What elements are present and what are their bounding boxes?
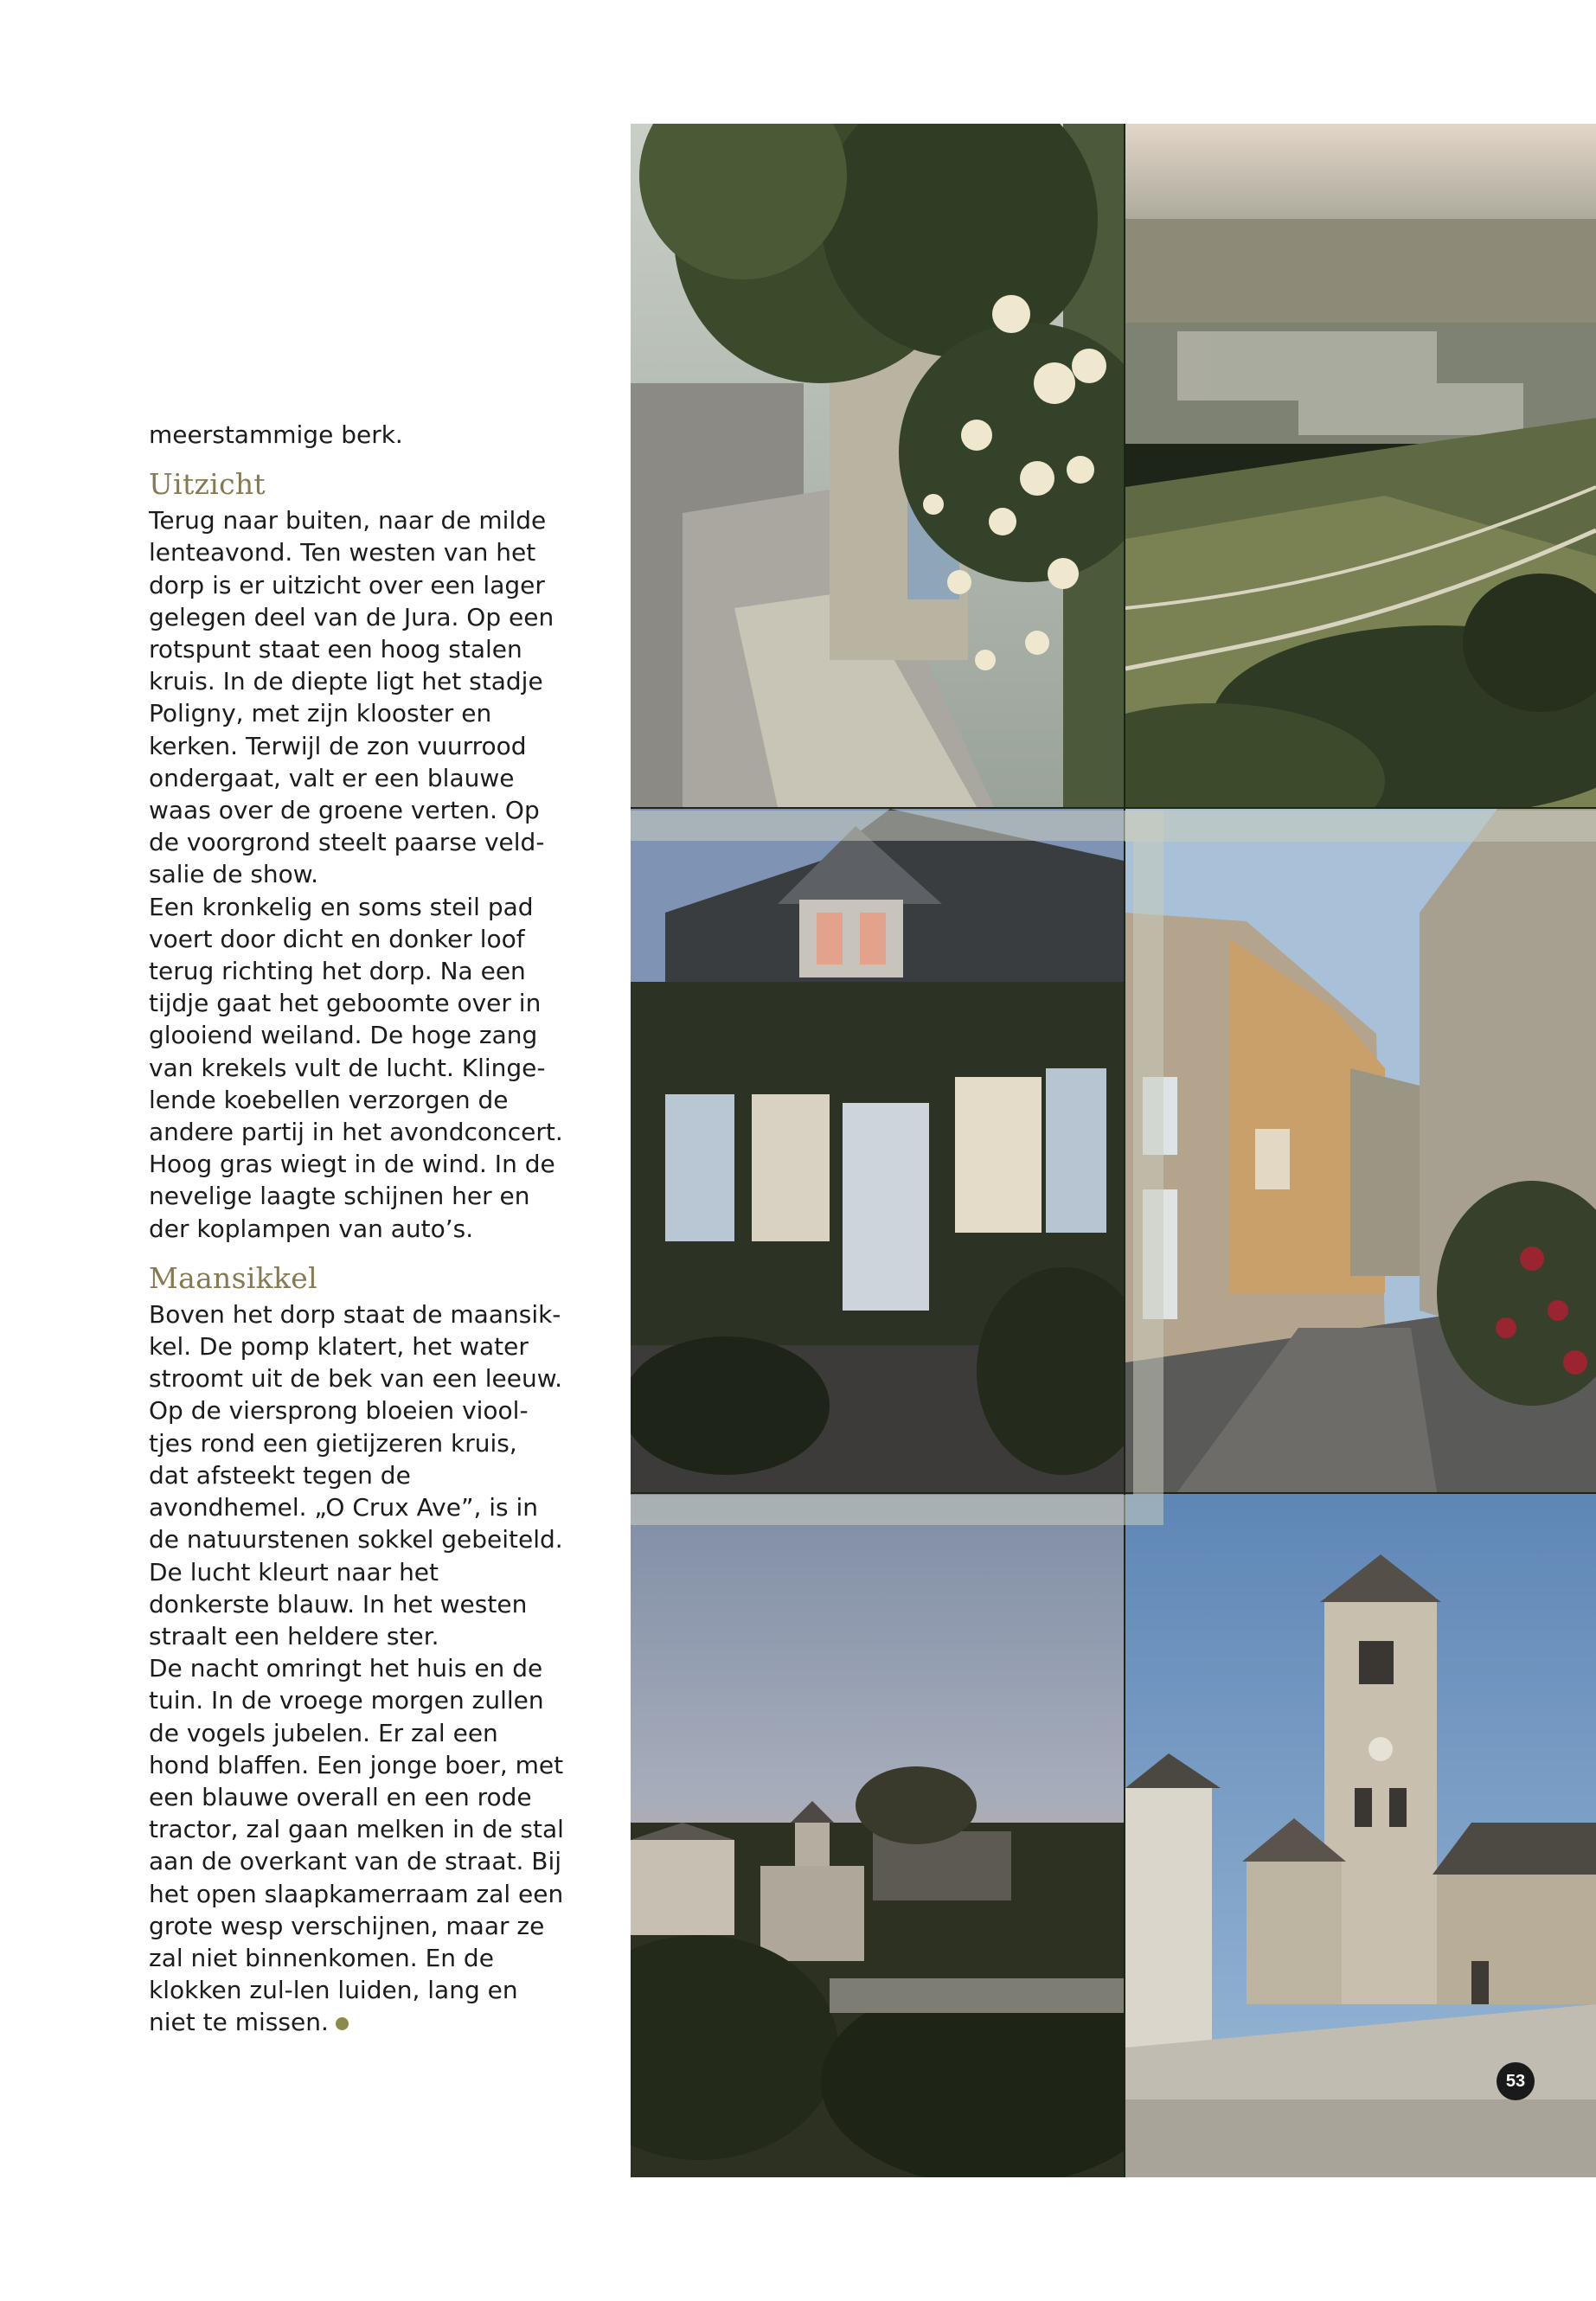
paragraph-maansikkel-2 [149,1652,564,2038]
photo-village-lane [1125,809,1596,1492]
section-heading-uitzicht: Uitzicht [149,467,266,502]
end-mark-icon [336,2017,349,2030]
section-heading-maansikkel: Maansikkel [149,1260,317,1295]
photo-grid [631,124,1596,2177]
photo-stone-house-ivy [631,809,1124,1492]
photo-aerial-valley-view [1125,124,1596,807]
overlay-frame-top [1125,811,1596,842]
photo-village-street-roses [631,124,1124,807]
paragraph-maansikkel-2-text: De nacht omringt het huis en de tuin. In de vroege morgen zullen de vogels jubelen. Er zal een hond blaffen. Een jonge boer, met een blauwe overall en een rode tractor, zal gaan melken in de stal aan de overkant van de straat. Bij het open slaapkamerraam zal een grote wesp verschijnen, maar ze zal niet binnenkomen. En de klokken zul-len luiden, lang en niet te missen. [149,1654,564,2037]
lead-fragment: meerstammige berk. [149,420,403,449]
page-number-badge: 53 [1497,2062,1535,2100]
photo-sunset-village [631,1494,1124,2177]
paragraph-uitzicht-1: Terug naar buiten, naar de milde lenteavond. Ten westen van het dorp is er uitzicht over een lager gelegen deel van de Jura. Op een rotspunt staat een hoog stalen kruis. In de diepte ligt het stadje Poligny, met zijn klooster en kerken. Terwijl de zon vuurrood ondergaat, valt er een blauwe waas over de groene verten. Op de voorgrond steelt paarse veld-salie de show. [149,506,554,889]
article-text-column [149,419,564,2039]
paragraph-maansikkel-1: Boven het dorp staat de maansik-kel. De pomp klatert, het water stroomt uit de bek van een leeuw. Op de viersprong bloeien viool-tjes rond een gietijzeren kruis, dat afsteekt tegen de avondhemel. „O Crux Ave”, is in de natuurstenen sokkel gebeiteld. De lucht kleurt naar het donkerste blauw. In het westen straalt een heldere ster. [149,1299,563,1650]
paragraph-uitzicht-2: Een kronkelig en soms steil pad voert door dicht en donker loof terug richting het dorp. Na een tijdje gaat het geboomte over in glooiend weiland. De hoge zang van krekels vult de lucht. Klinge-lende koebellen verzorgen de andere partij in het avondconcert. Hoog gras wiegt in de wind. In de nevelige laagte schijnen her en der koplampen van auto’s. [149,892,563,1243]
